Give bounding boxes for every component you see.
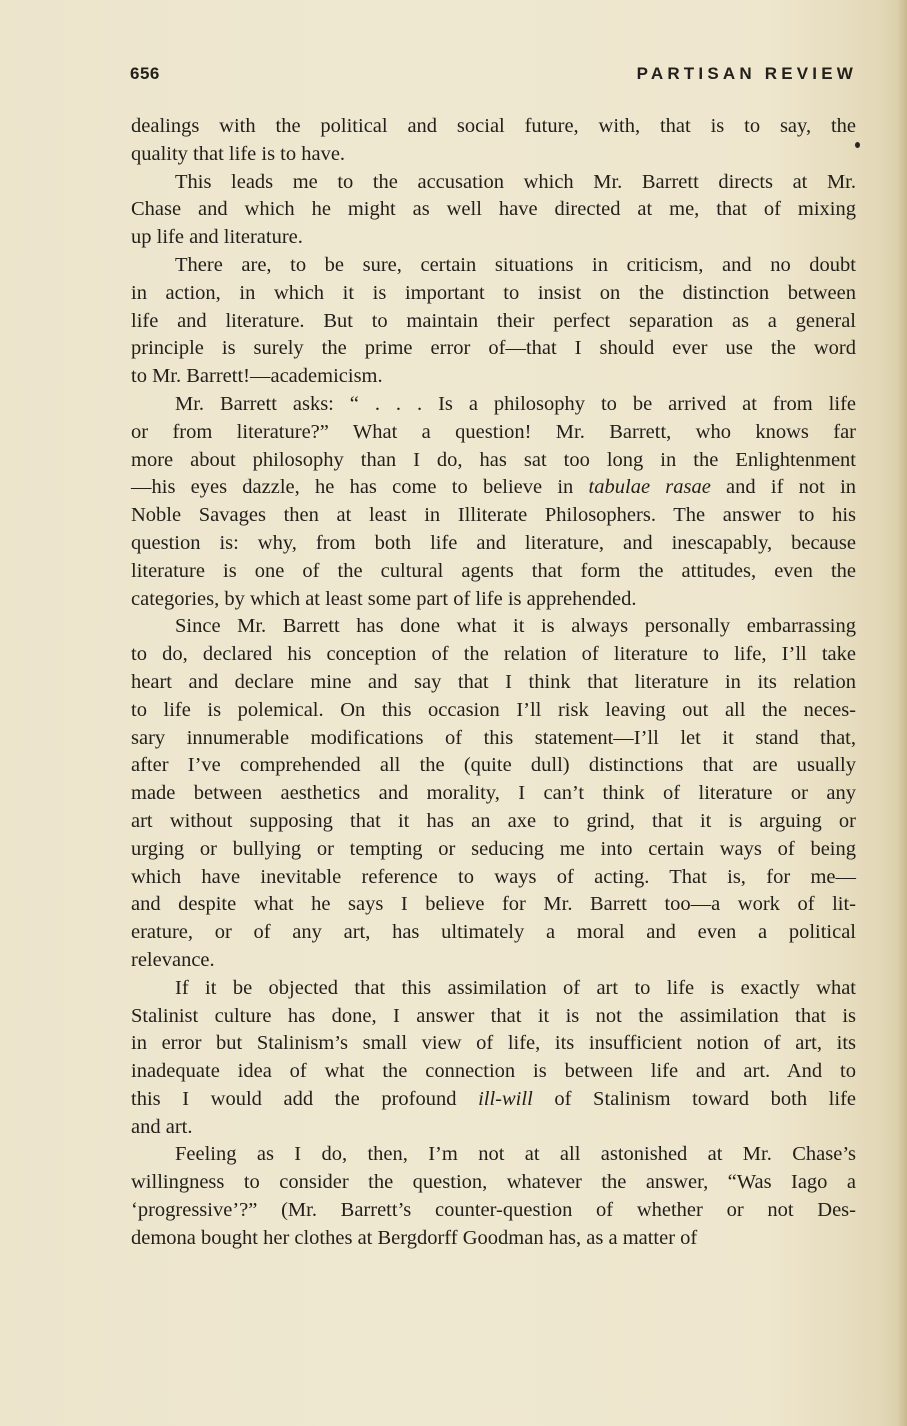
paragraph	[131, 113, 856, 169]
paragraph	[131, 391, 856, 613]
paragraph	[131, 613, 856, 974]
page-number: 656	[130, 64, 160, 83]
text-line: which have inevitable reference to ways of acting. That is, for me—	[131, 865, 856, 888]
text-line: This leads me to the accusation which Mr. Barrett directs at Mr.	[175, 170, 856, 193]
text-line: If it be objected that this assimilation of art to life is exactly what	[175, 976, 856, 999]
text-line: Feeling as I do, then, I’m not at all astonished at Mr. Chase’s	[175, 1143, 856, 1166]
text-line: and despite what he says I believe for Mr. Barrett too—a work of lit-	[131, 893, 856, 916]
italic-phrase: ill-will	[478, 1087, 533, 1110]
text-line: Since Mr. Barrett has done what it is always personally embarrassing	[175, 615, 856, 638]
text-line: principle is surely the prime error of—that I should ever use the word	[131, 337, 856, 360]
text-line: to Mr. Barrett!—academicism.	[131, 365, 383, 388]
text-line: or from literature?” What a question! Mr. Barrett, who knows far	[131, 420, 856, 443]
text-line: Noble Savages then at least in Illiterate Philosophers. The answer to his	[131, 504, 856, 527]
text-line: up life and literature.	[131, 226, 303, 249]
text-line: There are, to be sure, certain situations in criticism, and no doubt	[175, 253, 856, 276]
text-line: relevance.	[131, 948, 215, 971]
text-line: Mr. Barrett asks: “ . . . Is a philosophy to be arrived at from life	[175, 392, 856, 415]
text-line: categories, by which at least some part of life is apprehended.	[131, 587, 637, 610]
text-line: Chase and which he might as well have directed at me, that of mixing	[131, 198, 856, 221]
text-line: —his eyes dazzle, he has come to believe in tabulae rasae and if not in	[131, 476, 857, 499]
text-line: erature, or of any art, has ultimately a moral and even a political	[131, 921, 856, 944]
text-line: literature is one of the cultural agents that form the attitudes, even the	[131, 559, 856, 582]
paragraph	[131, 169, 856, 252]
text-line: art without supposing that it has an axe to grind, that it is arguing or	[131, 809, 856, 832]
page-edge-shadow	[897, 0, 907, 1426]
text-line: willingness to consider the question, whatever the answer, “Was Iago a	[131, 1171, 856, 1194]
text-line: more about philosophy than I do, has sat too long in the Enlightenment	[131, 448, 856, 471]
text-line: to do, declared his conception of the relation of literature to life, I’ll take	[131, 643, 856, 666]
paragraph	[131, 975, 856, 1142]
text-line: dealings with the political and social future, with, that is to say, the	[131, 115, 856, 137]
text-line: in error but Stalinism’s small view of life, its insufficient notion of art, its	[131, 1032, 856, 1055]
text-line: Stalinist culture has done, I answer that it is not the assimilation that is	[131, 1004, 856, 1027]
running-head	[130, 62, 857, 92]
italic-phrase: tabulae rasae	[588, 476, 711, 499]
body-text	[131, 113, 856, 1253]
text-line: in action, in which it is important to insist on the distinction between	[131, 281, 856, 304]
journal-title: PARTISAN REVIEW	[636, 64, 857, 83]
text-line: and art.	[131, 1115, 193, 1138]
text-line: made between aesthetics and morality, I can’t think of literature or any	[131, 782, 856, 805]
text-line: this I would add the profound ill-will of Stalinism toward both life	[131, 1087, 856, 1110]
text-line: ‘progressive’?” (Mr. Barrett’s counter-question of whether or not Des-	[131, 1199, 856, 1222]
text-line: to life is polemical. On this occasion I’ll risk leaving out all the neces-	[131, 698, 856, 721]
paragraph	[131, 1141, 856, 1252]
text-line: urging or bullying or tempting or seducing me into certain ways of being	[131, 837, 856, 860]
text-line: question is: why, from both life and literature, and inescapably, because	[131, 531, 856, 554]
text-line: heart and declare mine and say that I think that literature in its relation	[131, 670, 856, 693]
text-line: after I’ve comprehended all the (quite dull) distinctions that are usually	[131, 754, 856, 777]
text-line: life and literature. But to maintain their perfect separation as a general	[131, 309, 856, 332]
text-line: sary innumerable modifications of this statement—I’ll let it stand that,	[131, 726, 856, 749]
text-line: inadequate idea of what the connection is between life and art. And to	[131, 1060, 856, 1083]
paragraph	[131, 252, 856, 391]
text-line: quality that life is to have.	[131, 142, 346, 165]
text-line: demona bought her clothes at Bergdorff Goodman has, as a matter of	[131, 1226, 698, 1249]
